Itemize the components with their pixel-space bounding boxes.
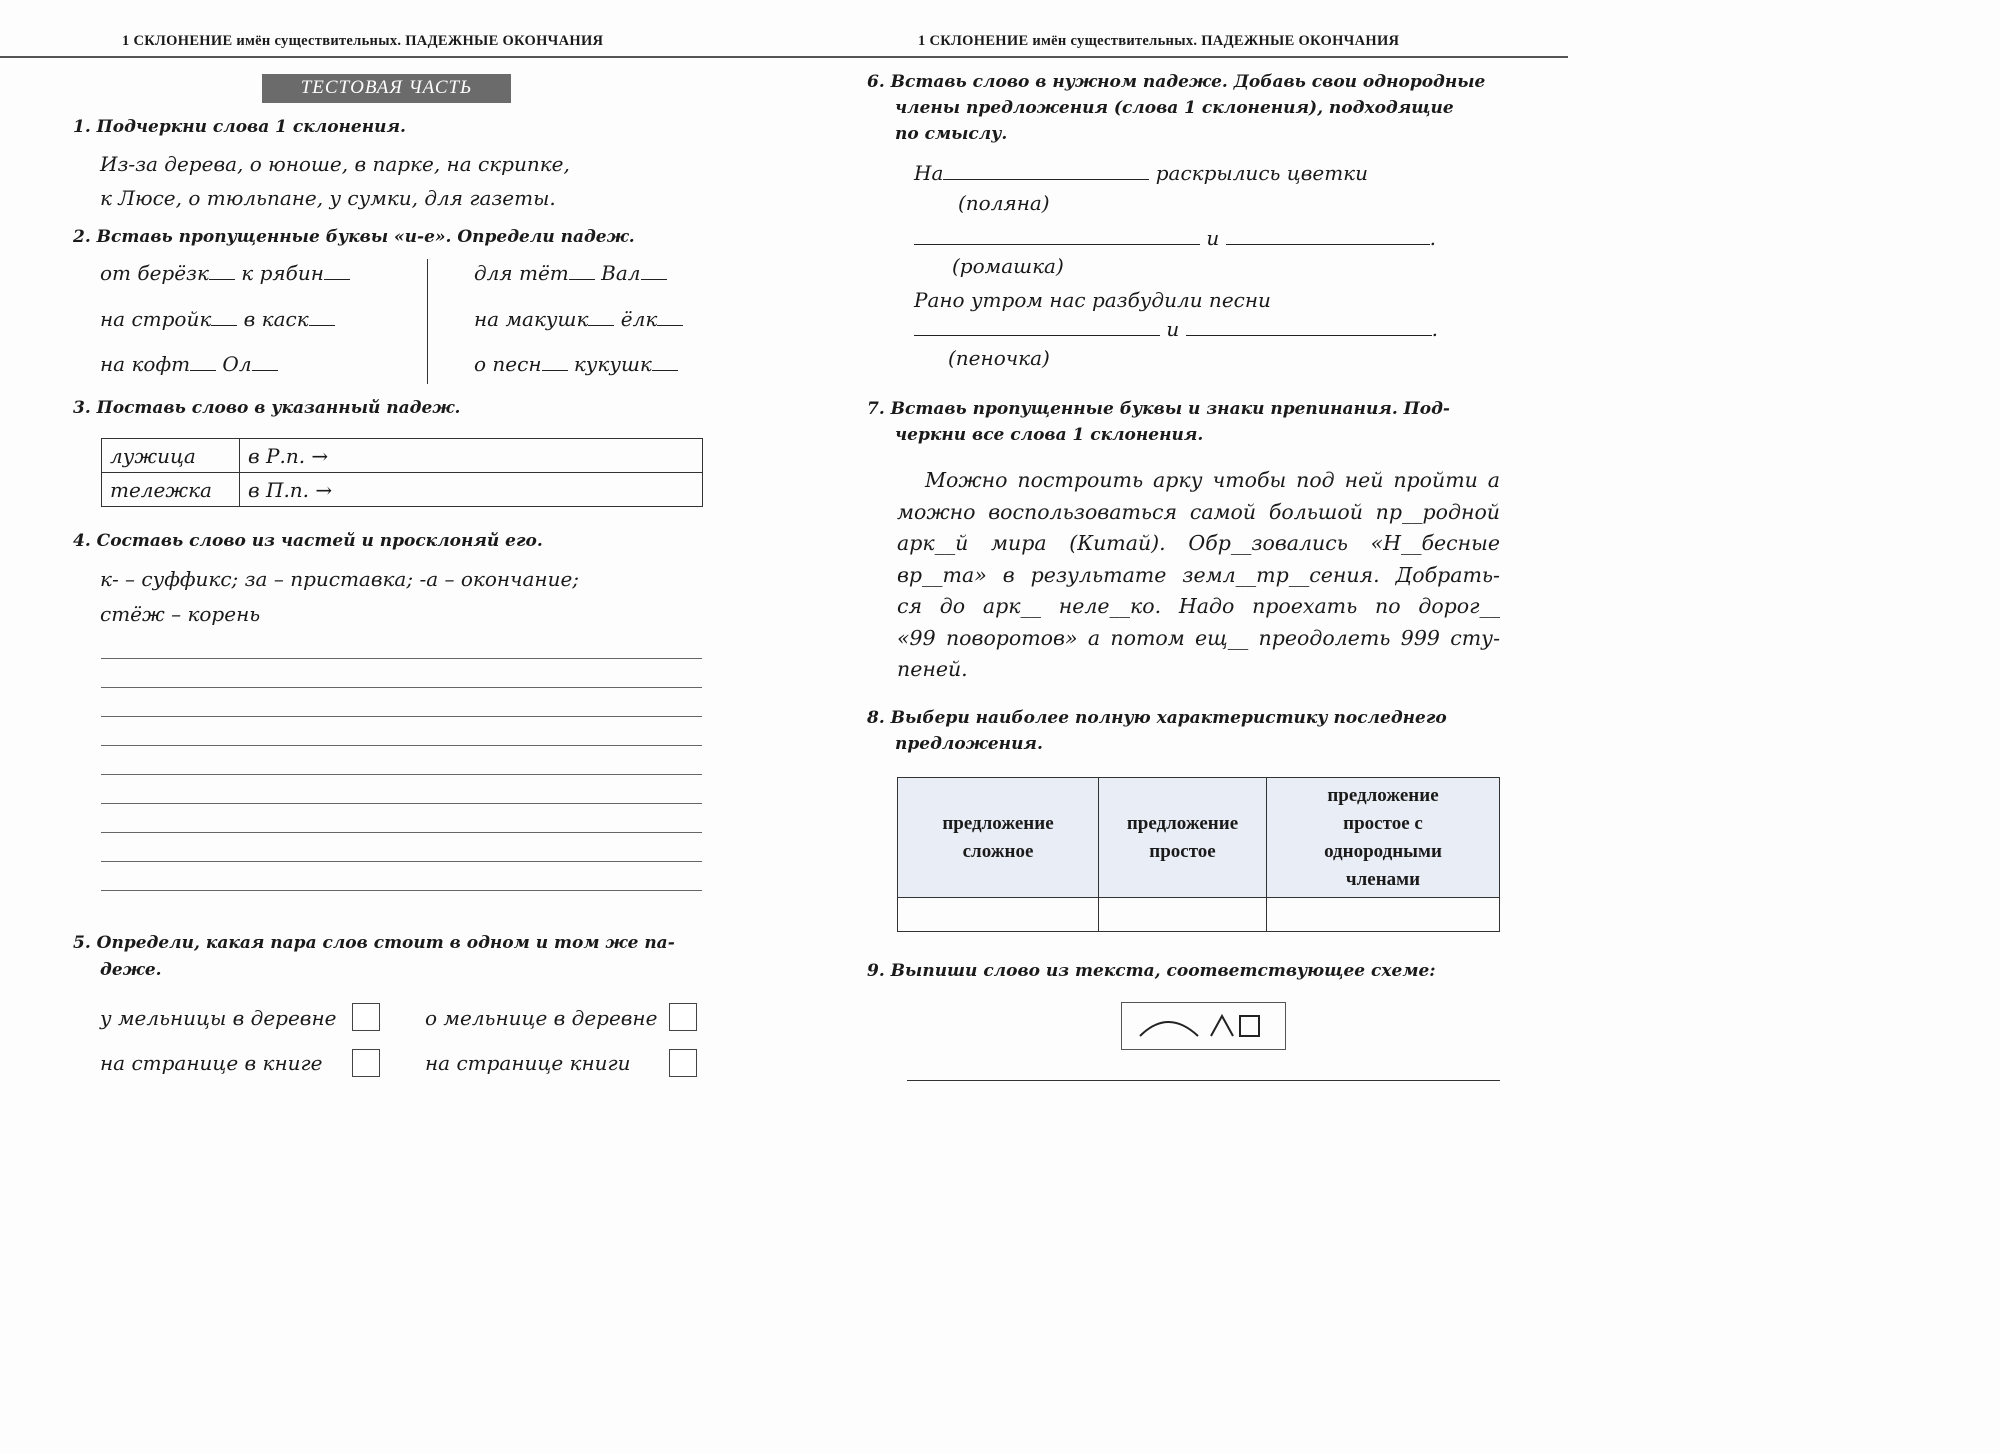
blank-line[interactable] [569, 279, 595, 280]
q6-dot: . [1431, 317, 1438, 341]
answer-line[interactable] [101, 658, 702, 659]
q5-checkbox-4[interactable] [669, 1049, 697, 1077]
q8-title-line1: 8. Выбери наиболее полную характеристику последнего [867, 708, 1447, 728]
blank-line[interactable] [324, 279, 350, 280]
q5-option-1: у мельницы в деревне [100, 1006, 337, 1030]
q3-case-cell[interactable]: в Р.п. → [240, 439, 703, 473]
blank-line[interactable] [252, 370, 278, 371]
q8-cell-text: простое [1149, 840, 1216, 862]
q8-cell-text: простое с [1343, 812, 1423, 834]
blank-line[interactable] [209, 279, 235, 280]
q2-word: к рябин [241, 261, 324, 285]
blank-line[interactable] [943, 179, 1149, 180]
root-arc-icon [1140, 1022, 1198, 1036]
q5-title-line2: деже. [100, 960, 162, 980]
q2-row3-right [474, 352, 678, 376]
q5-option-2: о мельнице в деревне [425, 1006, 658, 1030]
blank-line[interactable] [542, 370, 568, 371]
q2-word: на макушк [474, 307, 589, 331]
answer-line[interactable] [101, 861, 702, 862]
blank-line[interactable] [914, 244, 1200, 245]
q4-line1: к- – суффикс; за – приставка; -а – окончание; [100, 567, 580, 591]
blank-line[interactable] [652, 370, 678, 371]
q8-option-simple-homogeneous [1267, 778, 1500, 898]
q2-word: для тёт [474, 261, 569, 285]
q7-line: пеней. [897, 657, 968, 681]
q6-title-line3: по смыслу. [895, 124, 1008, 144]
q2-word: Вал [601, 261, 641, 285]
q2-word: на кофт [100, 352, 191, 376]
q5-option-4: на странице книги [425, 1051, 631, 1075]
q2-row3-left [100, 352, 278, 376]
q7-line: Можно построить арку чтобы под ней пройти а [925, 468, 1500, 492]
blank-line[interactable] [588, 325, 614, 326]
q6-sentence: Рано утром нас разбудили песни [914, 288, 1271, 312]
q8-option-complex [898, 778, 1099, 898]
q6-line2 [914, 226, 1436, 250]
q2-divider [427, 259, 428, 384]
q1-line2: к Люсе, о тюльпане, у сумки, для газеты. [100, 186, 556, 210]
blank-line[interactable] [190, 370, 216, 371]
q7-title-line1: 7. Вставь пропущенные буквы и знаки препинания. Под- [867, 399, 1450, 419]
q8-cell-text: предложение [1327, 784, 1439, 806]
header-rule [0, 56, 1568, 58]
answer-line[interactable] [101, 745, 702, 746]
q8-cell-text: предложение [1126, 812, 1239, 834]
q6-and: и [1166, 317, 1180, 341]
blank-line[interactable] [309, 325, 335, 326]
q3-case-cell[interactable]: в П.п. → [240, 473, 703, 507]
q6-title-line1: 6. Вставь слово в нужном падеже. Добавь свои однородные [867, 72, 1486, 92]
q9-answer-line[interactable] [907, 1080, 1500, 1081]
q6-and: и [1206, 226, 1220, 250]
q7-title-line2: черкни все слова 1 склонения. [895, 425, 1204, 445]
q2-row2-right [474, 307, 683, 331]
q2-title: 2. Вставь пропущенные буквы «и-е». Определи падеж. [73, 227, 635, 247]
q2-row1-right [474, 261, 667, 285]
suffix-caret-icon [1211, 1016, 1233, 1036]
q8-option-simple [1099, 778, 1267, 898]
q8-cell-text: однородными [1324, 840, 1442, 862]
q2-row1-left [100, 261, 350, 285]
q3-word-cell: тележка [102, 473, 240, 507]
word-scheme-box [1121, 1002, 1286, 1050]
q7-text [897, 465, 1500, 686]
q8-answer-cell[interactable] [898, 898, 1099, 932]
q1-line1: Из-за дерева, о юноше, в парке, на скрипке, [100, 152, 570, 176]
q2-word: от берёзк [100, 261, 209, 285]
q5-checkbox-2[interactable] [669, 1003, 697, 1031]
blank-line[interactable] [641, 279, 667, 280]
q4-title: 4. Составь слово из частей и просклоняй его. [73, 531, 543, 551]
q7-line: арк__й мира (Китай). Обр__зовались «Н__бесные [897, 531, 1500, 555]
word-scheme-icon [1122, 1003, 1284, 1048]
q6-na: На [914, 161, 944, 185]
q8-cell-text: членами [1345, 868, 1421, 890]
test-section-banner: ТЕСТОВАЯ ЧАСТЬ [262, 74, 511, 103]
q6-bloomed: раскрылись цветки [1155, 161, 1368, 185]
q8-title-line2: предложения. [895, 734, 1043, 754]
q6-title-line2: члены предложения (слова 1 склонения), подходящие [895, 98, 1454, 118]
q1-title: 1. Подчеркни слова 1 склонения. [73, 117, 406, 137]
q5-title-line1: 5. Определи, какая пара слов стоит в одном и том же па- [73, 933, 675, 953]
blank-line[interactable] [914, 335, 1160, 336]
q8-cell-text: предложение [942, 812, 1054, 834]
q5-option-3: на странице в книге [100, 1051, 323, 1075]
q6-line1 [914, 161, 1368, 185]
q2-word: о песн [474, 352, 542, 376]
answer-line[interactable] [101, 687, 702, 688]
q6-hint-penochka: (пеночка) [948, 346, 1050, 370]
q6-dot: . [1429, 226, 1436, 250]
answer-line[interactable] [101, 832, 702, 833]
q8-choice-table [897, 777, 1500, 932]
q8-answer-cell[interactable] [1099, 898, 1267, 932]
blank-line[interactable] [1226, 244, 1430, 245]
blank-line[interactable] [1186, 335, 1432, 336]
q8-answer-cell[interactable] [1267, 898, 1500, 932]
q2-word: Ол [222, 352, 252, 376]
answer-line[interactable] [101, 803, 702, 804]
q2-word: в каск [243, 307, 309, 331]
q4-line2: стёж – корень [100, 602, 261, 626]
q5-checkbox-1[interactable] [352, 1003, 380, 1031]
q7-line: вр__та» в результате земл__тр__сения. Добрать- [897, 562, 1500, 587]
q3-title: 3. Поставь слово в указанный падеж. [73, 398, 461, 418]
ending-square-icon [1240, 1016, 1259, 1036]
q6-line3 [914, 317, 1438, 341]
q2-word: ёлк [620, 307, 658, 331]
q7-line: ся до арк__ неле__ко. Надо проехать по дорог__ [897, 594, 1500, 618]
q5-checkbox-3[interactable] [352, 1049, 380, 1077]
q3-word-cell: лужица [102, 439, 240, 473]
answer-line[interactable] [101, 716, 702, 717]
blank-line[interactable] [657, 325, 683, 326]
q2-row2-left [100, 307, 335, 331]
answer-line[interactable] [101, 774, 702, 775]
q6-hint-polyana: (поляна) [958, 191, 1050, 215]
q2-word: на стройк [100, 307, 212, 331]
q6-hint-romashka: (ромашка) [952, 254, 1064, 278]
q7-line: «99 поворотов» а потом ещ__ преодолеть 999 сту- [897, 625, 1500, 650]
left-page-header: 1 СКЛОНЕНИЕ имён существительных. ПАДЕЖНЫЕ ОКОНЧАНИЯ [122, 33, 604, 49]
q3-case-table [101, 438, 703, 507]
q7-line: можно воспользоваться самой большой пр__родной [897, 499, 1500, 524]
right-page-header: 1 СКЛОНЕНИЕ имён существительных. ПАДЕЖНЫЕ ОКОНЧАНИЯ [918, 33, 1400, 49]
q8-cell-text: сложное [962, 840, 1034, 862]
q9-title: 9. Выпиши слово из текста, соответствующее схеме: [867, 961, 1436, 981]
q2-word: кукушк [573, 352, 652, 376]
answer-line[interactable] [101, 890, 702, 891]
blank-line[interactable] [211, 325, 237, 326]
